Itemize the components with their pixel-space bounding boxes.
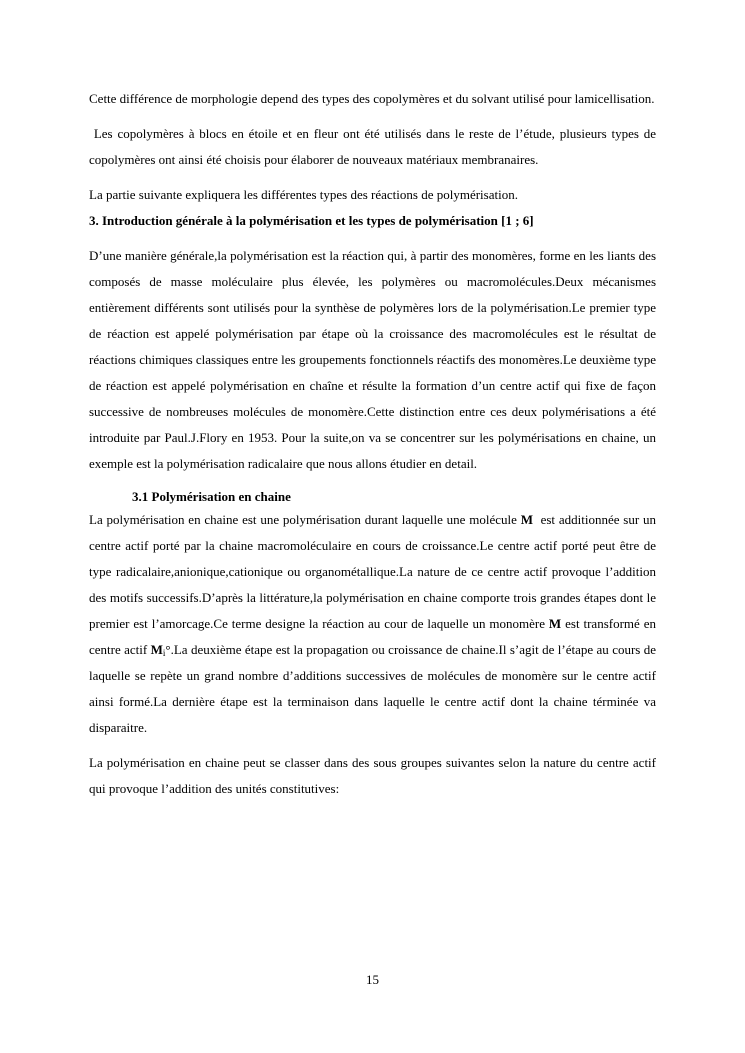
paragraph-partie-suivante: La partie suivante expliquera les différentes types des réactions de polymérisation. [89, 187, 518, 202]
molecule-symbol: M [548, 616, 562, 631]
paragraph-copolymeres: Les copolymères à blocs en étoile et en fleur ont été utilisés dans le reste de l’étude, plusieurs types de copolymères ont ainsi été choisis pour élaborer de nouveaux matériaux membranaires. [89, 126, 660, 167]
text-run: La polymérisation en chaine est une polymérisation durant laquelle une molécule [89, 512, 521, 527]
page-number: 15 [366, 972, 379, 987]
page-body [89, 86, 660, 802]
molecule-symbol: M [150, 642, 163, 657]
paragraph-introduction: D’une manière générale,la polymérisation est la réaction qui, à partir des monomères, forme en les liants des composés de masse moléculaire plus élevée, les polymères ou macromolécules.Deux mécanismes entièrement différents sont utilisés pour la synthèse de polymères lors de la polymérisation.Le premier type de réaction est appelé polymérisation par étape où la croissance des macromolécules est le résultat de réactions chimiques classiques entre les groupements fonctionnels réactifs des monomères.Le deuxième type de réaction est appelé polymérisation en chaîne et résulte la formation d’un centre actif qui fixe de façon successive de nombreuses molécules de monomère.Cette distinction entre ces deux polymérisations a été introduite par Paul.J.Flory en 1953. Pour la suite,on va se concentrer sur les polymérisations en chaine, un exemple est la polymérisation radicalaire que nous allons étudier en detail. [89, 248, 656, 471]
text-run: est transformé en centre actif [89, 616, 660, 657]
section-heading-3-1: 3.1 Polymérisation en chaine [132, 489, 291, 504]
paragraph-sous-groupes: La polymérisation en chaine peut se classer dans des sous groupes suivantes selon la nature du centre actif qui provoque l’addition des unités constitutives: [89, 755, 656, 796]
paragraph-polymerisation-chaine [89, 507, 660, 741]
text-run: °.La deuxième étape est la propagation ou croissance de chaine.Il s’agit de l’étape au cours de laquelle se repète un grand nombre d’additions successives de molécules de monomère sur le centre actif ainsi formé.La dernière étape est la terminaison dans laquelle le centre actif dont la chaine términée va disparaitre. [89, 642, 660, 735]
paragraph-morphologie: Cette différence de morphologie depend des types des copolymères et du solvant utilisé pour lamicellisation. [89, 91, 655, 106]
text-run: est additionnée sur un centre actif porté par la chaine macromoléculaire en cours de croissance.Le centre actif porté peut être de type radicalaire,anionique,cationique ou organométallique.La nature de ce centre actif provoque l’addition des motifs successifs.D’après la littérature,la polymérisation en chaine comporte trois grandes étapes dont le premier est l’amorcage.Ce terme designe la réaction au cour de laquelle un monomère [89, 512, 660, 631]
section-heading-3: 3. Introduction générale à la polymérisation et les types de polymérisation [1 ; 6] [89, 213, 534, 228]
subscript-i: i [162, 648, 166, 658]
molecule-symbol: M [520, 512, 533, 527]
